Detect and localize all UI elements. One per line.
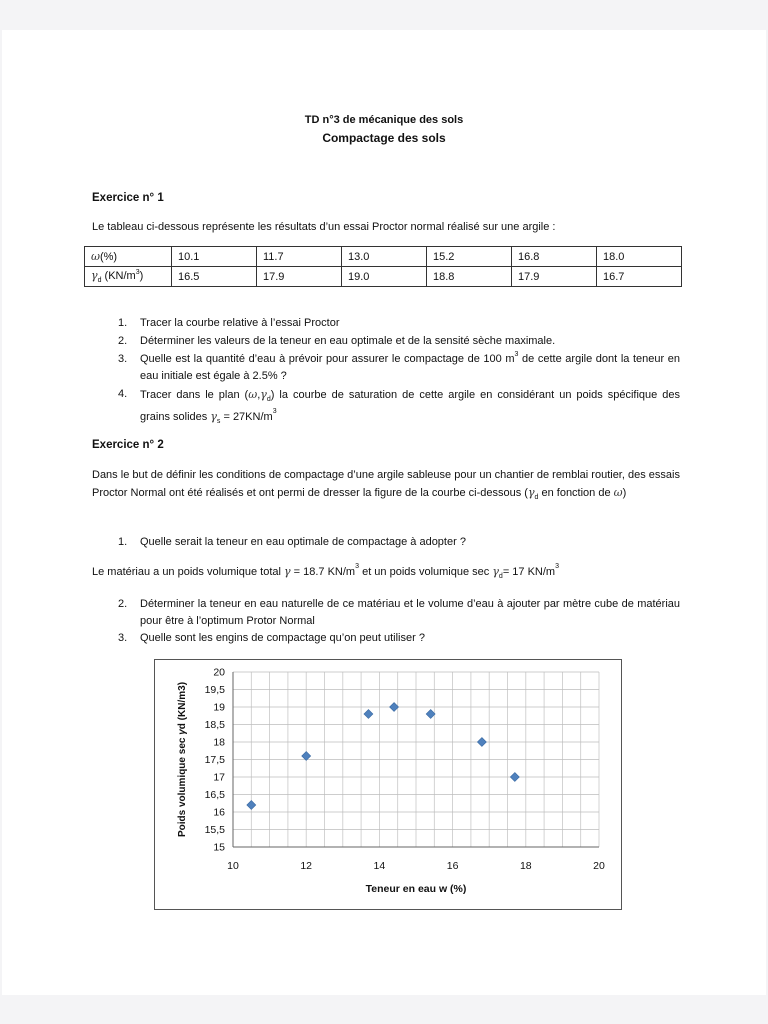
exercise-1-questions (112, 315, 680, 430)
list-item: 2. Déterminer les valeurs de la teneur en eau optimale et de la sensité sèche maximale. (118, 335, 556, 347)
exercise-2-questions (112, 596, 680, 647)
x-tick-label: 18 (519, 860, 532, 872)
table-cell: 17.9 (512, 267, 597, 287)
data-point-marker (247, 801, 256, 810)
y-axis-label-part: Poids volumique sec (177, 734, 188, 838)
document-title: TD n°3 de mécanique des sols (304, 114, 464, 126)
y-tick-label: 18,5 (204, 719, 225, 731)
table-cell: 15.2 (427, 247, 512, 267)
proctor-table (84, 246, 682, 287)
list-item: 4. Tracer dans le plan $(\omega,\gamma_d)$ la courbe de saturation de cette argile en considérant un poids spécifique des grains solides $\gamma_s = 27KN/m^3$ (118, 388, 680, 426)
y-tick-label: 17 (213, 771, 225, 784)
table-row (85, 267, 682, 287)
x-tick-label: 20 (593, 860, 605, 872)
table-cell: 16.5 (172, 267, 257, 287)
proctor-chart (154, 659, 622, 910)
row-label-omega: ω(%) (85, 247, 172, 267)
y-tick-label: 15,5 (204, 824, 225, 836)
table-row (85, 247, 682, 267)
table-cell: 13.0 (342, 247, 427, 267)
y-tick-label: 15 (213, 841, 225, 854)
data-point-marker (390, 703, 399, 712)
table-cell: 10.1 (172, 247, 257, 267)
list-item: 3. Quelle est la quantité d’eau à prévoir pour assurer le compactage de 100 $m^3$ de cette argile dont la teneur en eau initiale est égale à 2.5% ? (118, 351, 680, 382)
x-tick-label: 14 (373, 860, 386, 872)
exercise-2-heading: Exercice n° 2 (92, 439, 164, 451)
document-subtitle: Compactage des sols (322, 131, 446, 145)
table-cell: 11.7 (257, 247, 342, 267)
table-cell: 16.7 (597, 267, 682, 287)
material-properties: Le matériau a un poids volumique total γ = 18.7 $KN/m^3$ et un poids volumique $\sec \gamma_d= 17$ $KN/m^3$ (92, 563, 559, 581)
table-cell: 18.0 (597, 247, 682, 267)
y-axis-label-part: d (KN/m3) (177, 681, 188, 730)
exercise-2-question-1 (112, 534, 680, 551)
exercise-1-intro: Le tableau ci-dessous représente les résultats d’un essai Proctor normal réalisé sur une argile : (92, 221, 556, 233)
list-item: 1. Tracer la courbe relative à l’essai Proctor (118, 317, 340, 329)
data-point-marker (364, 710, 373, 719)
list-item: 2. Déterminer la teneur en eau naturelle de ce matériau et le volume d’eau à ajouter par mètre cube de matériau pour être à l’optimum Protor Normal (118, 598, 680, 627)
y-tick-label: 16,5 (204, 789, 225, 801)
table-cell: 18.8 (427, 267, 512, 287)
y-tick-label: 18 (213, 736, 225, 749)
x-tick-label: 16 (446, 860, 459, 872)
y-tick-label: 16 (213, 806, 225, 819)
y-tick-label: 19,5 (204, 684, 225, 696)
data-point-marker (477, 738, 486, 747)
x-axis-label: Teneur en eau w (%) (365, 883, 467, 895)
data-point-marker (426, 710, 435, 719)
chart-svg (155, 660, 621, 909)
exercise-2-intro: Dans le but de définir les conditions de compactage d’une argile sableuse pour un chantier de remblai routier, des essais Proctor Normal ont été réalisés et ont permi de dresser la figure de la courbe ci-dessous ($\gamma_d$ en fonction de ω) (92, 469, 680, 502)
y-tick-label: 19 (213, 701, 225, 714)
table-cell: 16.8 (512, 247, 597, 267)
list-item: 3. Quelle sont les engins de compactage qu’on peut utiliser ? (118, 632, 425, 644)
y-axis-label-part: γ (177, 729, 188, 735)
row-label-gamma-d: $\gamma_d$ $(KN/m^3)$ (85, 267, 172, 287)
y-axis-label (177, 682, 188, 837)
list-item: 1. Quelle serait la teneur en eau optimale de compactage à adopter ? (118, 536, 466, 548)
y-tick-label: 17,5 (204, 754, 225, 766)
x-tick-label: 10 (227, 860, 239, 872)
table-cell: 19.0 (342, 267, 427, 287)
y-tick-label: 20 (213, 666, 225, 679)
table-cell: 17.9 (257, 267, 342, 287)
x-tick-label: 12 (300, 860, 313, 872)
exercise-1-heading: Exercice n° 1 (92, 192, 164, 204)
data-point-marker (510, 773, 519, 782)
